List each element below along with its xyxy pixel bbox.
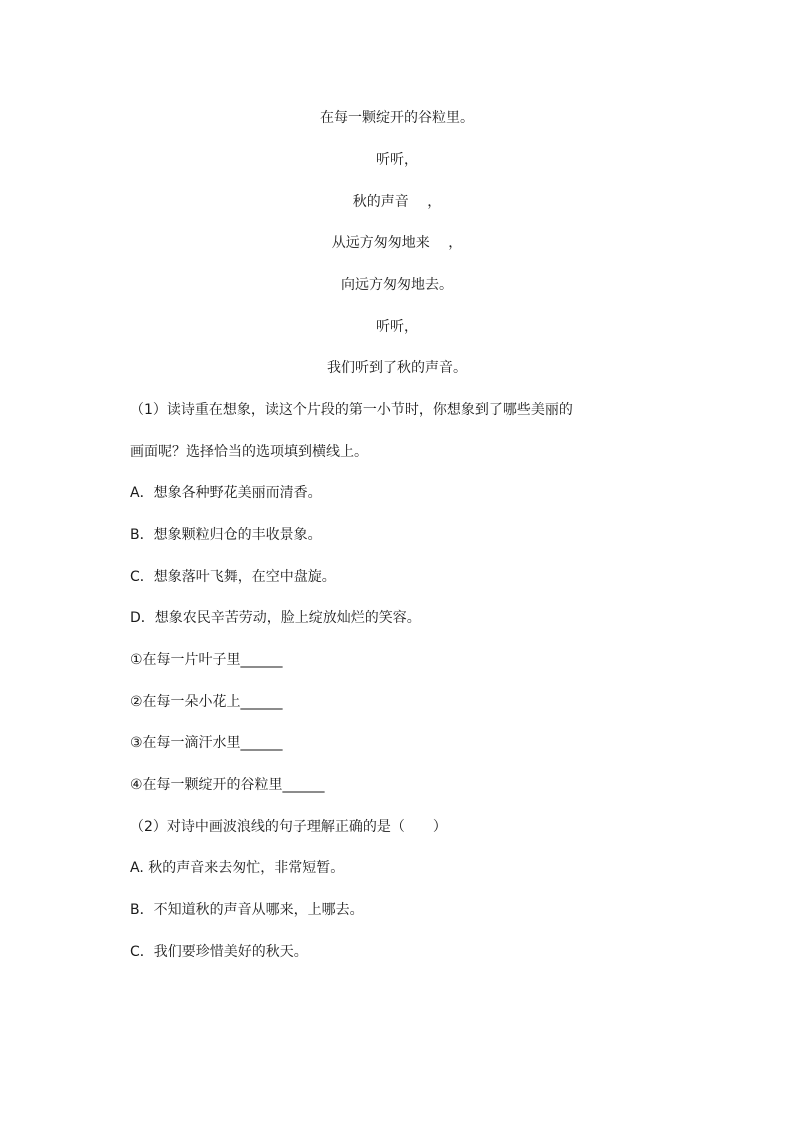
question-1-stem-line-2: 画面呢？选择恰当的选项填到横线上。	[130, 444, 368, 460]
poem-line-6: 听听，	[376, 319, 418, 335]
poem-line-2: 听听，	[376, 152, 418, 168]
poem-line-5: 向远方匆匆地去。	[341, 277, 453, 293]
question-1-option-c: C．想象落叶飞舞，在空中盘旋。	[130, 569, 336, 585]
question-1-blank-1: ①在每一片叶子里______	[130, 652, 283, 668]
question-1-stem-line-1: （1）读诗重在想象，读这个片段的第一小节时，你想象到了哪些美丽的	[130, 402, 573, 418]
poem-line-4: 从远方匆匆地来 ，	[331, 235, 463, 251]
question-2-option-b: B．不知道秋的声音从哪来，上哪去。	[130, 902, 364, 918]
question-2-option-c: C．我们要珍惜美好的秋天。	[130, 944, 308, 960]
question-2-stem: （2）对诗中画波浪线的句子理解正确的是（ ）	[130, 819, 447, 835]
question-1-option-d: D．想象农民辛苦劳动，脸上绽放灿烂的笑容。	[130, 610, 421, 626]
question-1-blank-3: ③在每一滴汗水里______	[130, 735, 283, 751]
poem-line-7: 我们听到了秋的声音。	[327, 360, 467, 376]
question-1-option-a: A．想象各种野花美丽而清香。	[130, 485, 322, 501]
question-2-option-a: A. 秋的声音来去匆忙，非常短暂。	[130, 860, 345, 876]
question-1-blank-2: ②在每一朵小花上______	[130, 694, 283, 710]
poem-line-1: 在每一颗绽开的谷粒里。	[320, 110, 474, 126]
poem-line-3: 秋的声音 ，	[352, 194, 442, 210]
question-1-blank-4: ④在每一颗绽开的谷粒里______	[130, 777, 325, 793]
question-1-option-b: B．想象颗粒归仓的丰收景象。	[130, 527, 322, 543]
